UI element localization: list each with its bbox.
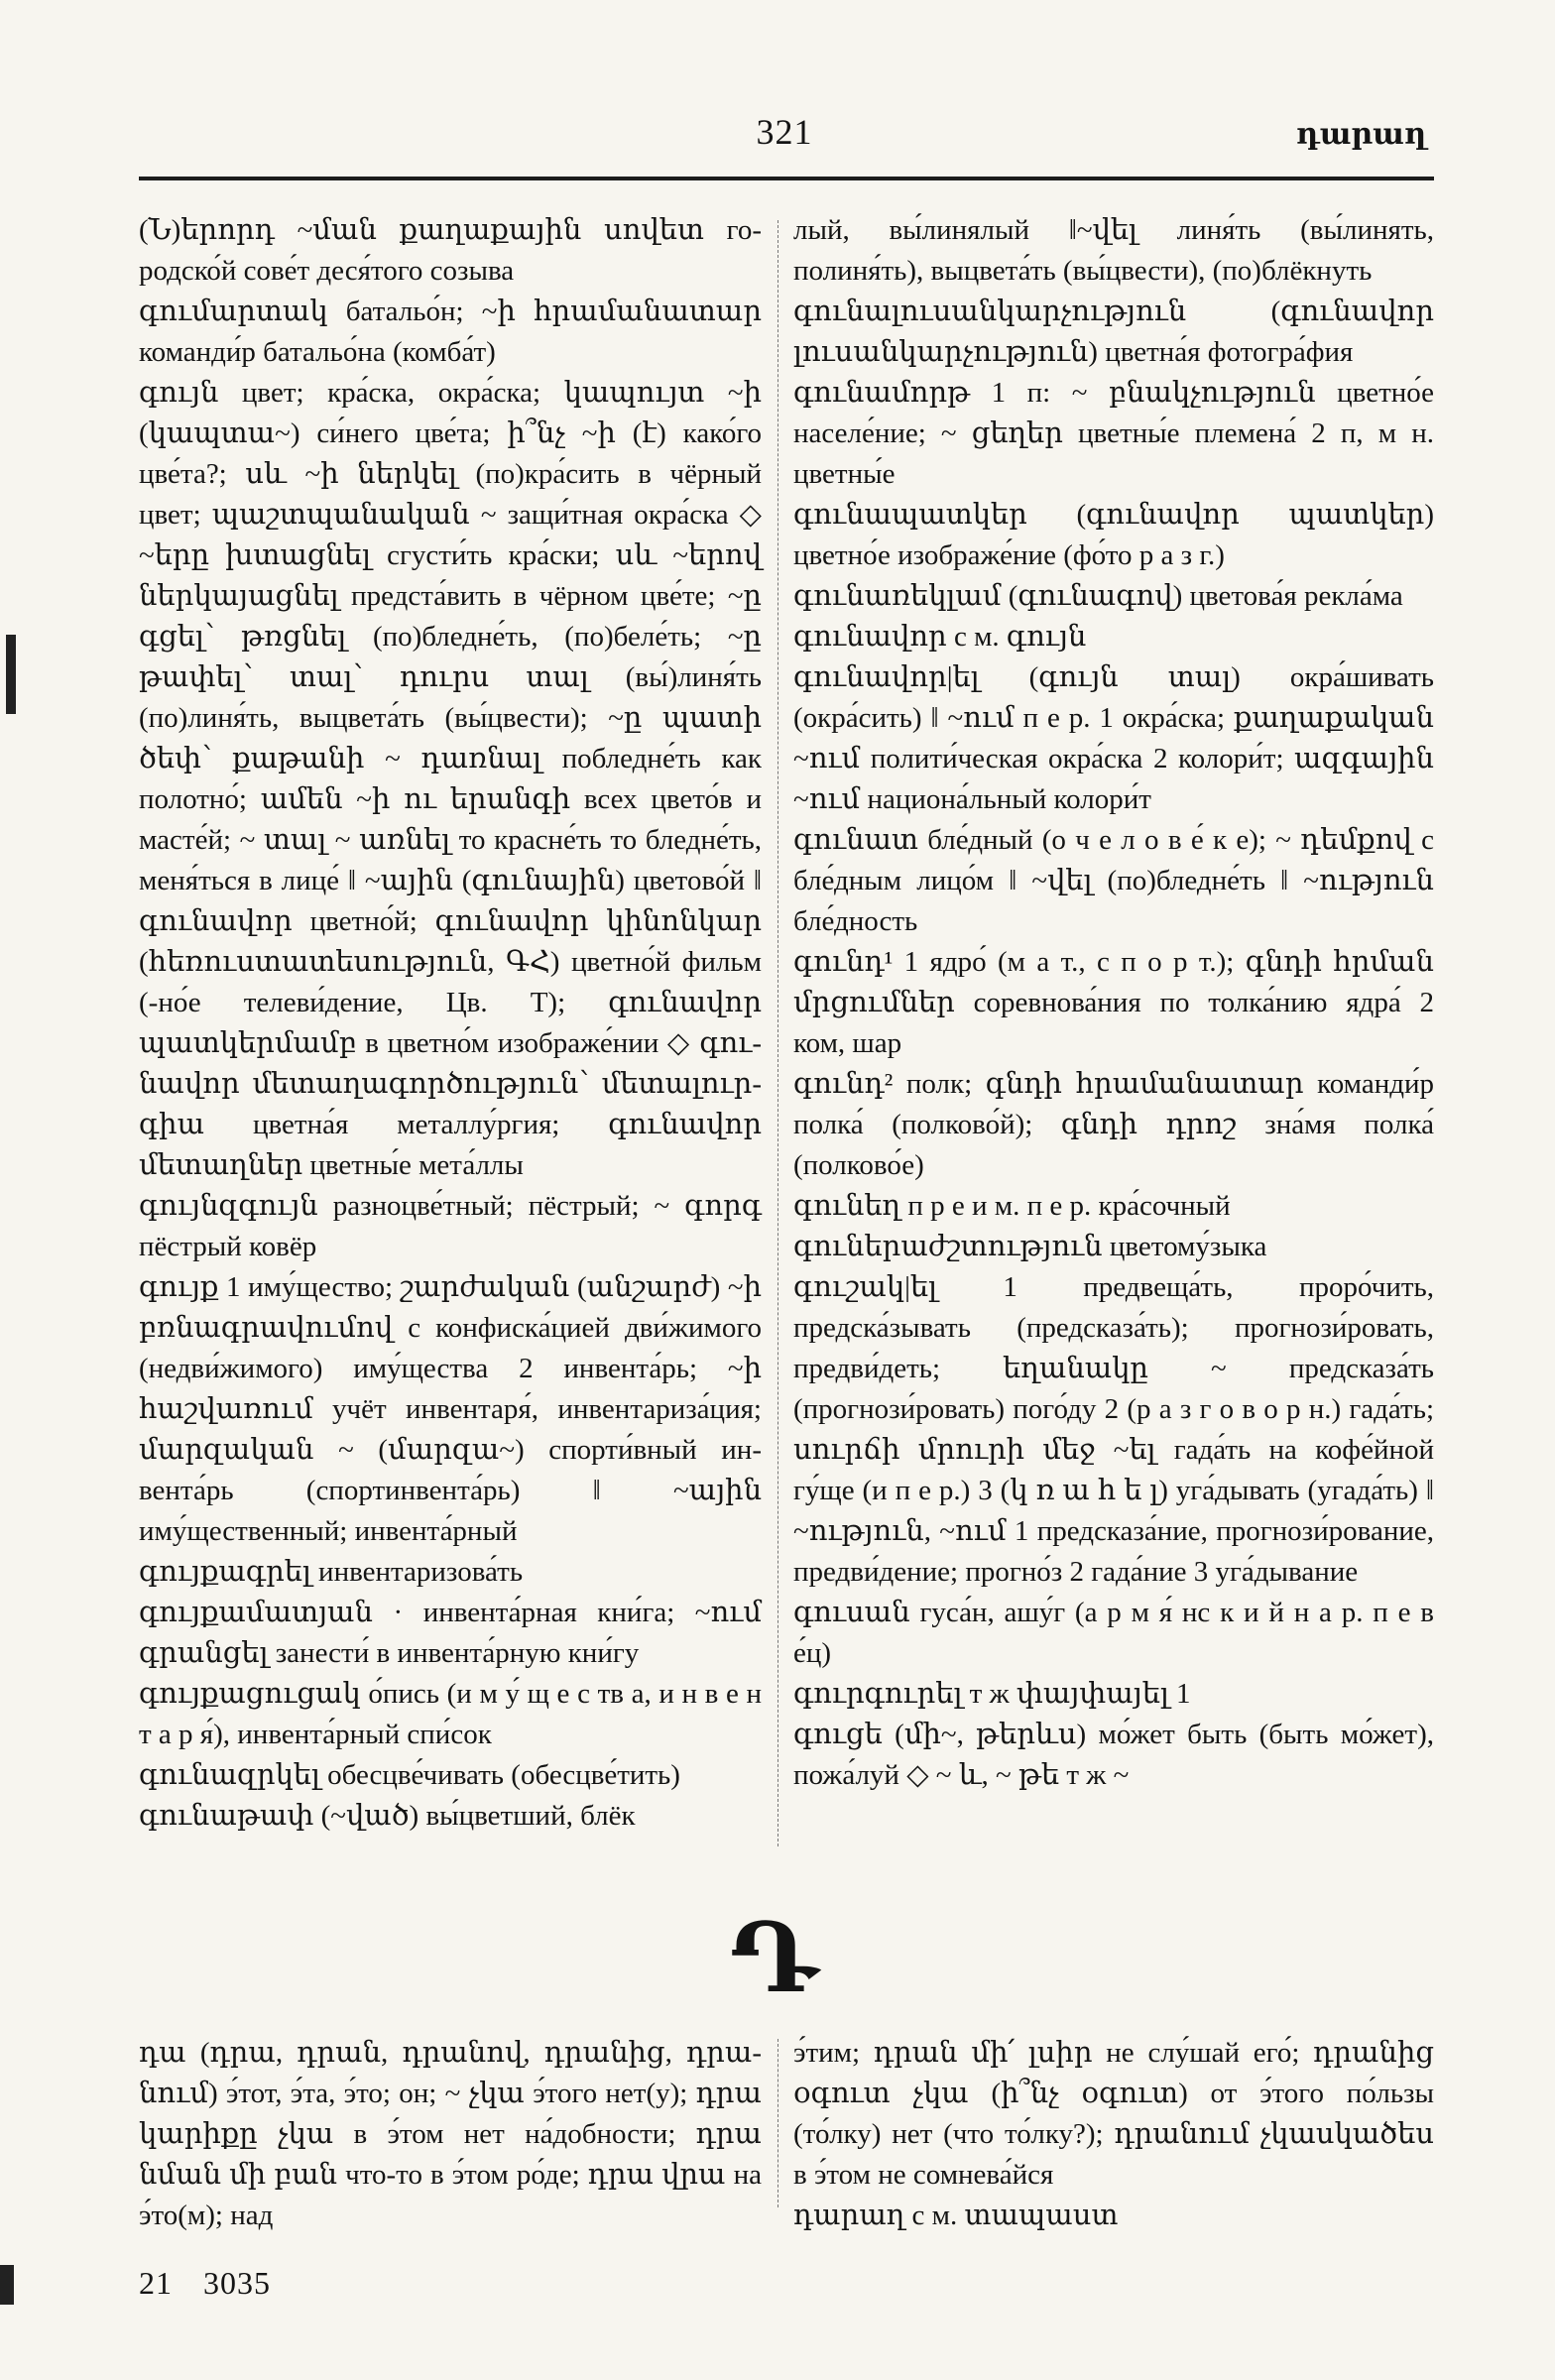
dictionary-entry: գույքամատյան · инвента́рная кни́га; ~ում գրանցել занести́ в инвента́рную кни́гу	[139, 1597, 762, 1669]
dictionary-entry: գունավոր с м. գույն	[793, 621, 1087, 653]
dictionary-entry: գույքագրել инвентаризова́ть	[139, 1556, 524, 1588]
dictionary-entry: դարաղ с м. տապաստ	[793, 2200, 1119, 2231]
dictionary-entry: գույն цвет; кра́ска, окра́ска; կապույտ ~ի (կապտա~) си́него цве́та; ի՞նչ ~ի (է) како́го цве́та?; սև ~ի ներկել (по)кра́сить в чёрный цвет; պաշտպանական ~ защи́тная окра́ска ◇ ~երը խտացնել сгусти́ть кра́ски; սև ~երով ներկայացնել предста́вить в чёрном цве́те; ~ը գցել՝ թռցնել (по)бледне́ть, (по)беле́ть; ~ը թափել՝ տալ՝ դուրս տալ (вы́)линя́ть (по)линя́ть, выцвета́ть (вы́цвести); ~ը պատի ծեփ՝ քաթանի ~ դառնալ побледне́ть как полотно́; ամեն ~ի ու երանգի всех цвето́в и масте́й; ~ տալ ~ առնել то красне́ть то бледне́ть, меня́ться в лице́ ‖ ~ային (գունային) цветово́й ‖ գունավոր цветно́й; գունավոր կինոնկար (հեռուստատեսություն, ԳՀ) цветно́й фильм (-но́е телеви́дение, Цв. Т); գունավոր պատկերմամբ в цветно́м изображе́нии ◇ գունավոր մետաղագործություն՝ մետալուրգիա цветна́я металлу́ргия; գունավոր մետաղներ цветны́е мета́ллы	[139, 377, 762, 1181]
dictionary-entry: գունդ² полк; գնդի հրամանատար команди́р полка́ (полково́й); գնդի դրոշ зна́мя полка́ (полково́е)	[793, 1068, 1434, 1181]
scan-edge-mark	[6, 635, 16, 714]
scan-edge-mark	[0, 2265, 14, 2305]
page-number: 321	[756, 112, 813, 152]
section-letter: Դ	[730, 1906, 817, 2012]
printer-signature: 21	[139, 2265, 173, 2301]
page-footer	[139, 2265, 293, 2302]
dictionary-entry: գուսան гуса́н, ашу́г (а р м я́ нс к и й н а р. п е в е́ц)	[793, 1597, 1434, 1669]
dictionary-entry: գուրգուրել т ж փայփայել 1	[793, 1678, 1191, 1710]
dictionary-entry: գունառեկլամ (գունագով) цветова́я рекла́ма	[793, 580, 1403, 612]
dictionary-entry: գունաթափ (~ված) вы́цветший, блёк	[139, 1800, 636, 1832]
bottom-left-column	[139, 2033, 762, 2236]
dictionary-entry: (Ն)երորդ ~ման քաղաքային սովետ городско́й сове́т деся́того созыва	[139, 214, 762, 287]
dictionary-entry: գունազրկել обесцве́чивать (обесцве́тить)	[139, 1759, 680, 1791]
dictionary-entry: лый, вы́линялый ‖~վել линя́ть (вы́линять, полиня́ть), выцвета́ть (вы́цвести), (по)блёкнуть	[793, 214, 1434, 287]
header-rule	[139, 177, 1434, 180]
dictionary-entry: գույք 1 иму́щество; շարժական (անշարժ) ~ի բռնագրավումով с конфиска́цией дви́жимого (недви́жимого) иму́щества 2 инвента́рь; ~ի հաշվառում учёт инвентаря́, инвентариза́ция; մարզական ~ (մարզա~) спорти́вный инвента́рь (спортинвента́рь) ‖ ~ային иму́щественный; инвента́рный	[139, 1271, 762, 1547]
dictionary-entry: գունապատկեր (գունավոր պատկեր) цветно́е изображе́ние (фо́то р а з г.)	[793, 499, 1434, 571]
dictionary-entry: գունամորթ 1 п: ~ բնակչություն цветно́е населе́ние; ~ ցեղեր цветны́е племена́ 2 п, м н. цветны́е	[793, 377, 1434, 490]
left-column	[139, 210, 762, 1837]
right-column	[793, 210, 1434, 1796]
dictionary-entry: գույքացուցակ о́пись (и м у́ щ е с тв а, и н в е н т а р я́), инвента́рный спи́сок	[139, 1678, 762, 1750]
dictionary-entry: գունալուսանկարչություն (գունավոր լուսանկարչություն) цветна́я фотогра́фия	[793, 296, 1434, 368]
dictionary-entry: գուցե (մի~, թերևս) мо́жет быть (быть мо́жет), пожа́луй ◇ ~ և, ~ թե т ж ~	[793, 1719, 1434, 1791]
print-code: 3035	[203, 2265, 271, 2301]
guide-word: դարաղ	[1295, 118, 1426, 151]
dictionary-entry: դա (դրա, դրան, դրանով, դրանից, դրանում) э́тот, э́та, э́то; он; ~ չկա э́того нет(у); դրա կարիքը չկա в э́том нет на́добности; դրա նման մի բան что-то в э́том ро́де; դրա վրա на э́то(м); над	[139, 2037, 762, 2231]
dictionary-entry: գունեղ п р е и м. п е р. кра́сочный	[793, 1190, 1231, 1222]
dictionary-entry: э́тим; դրան մի՛ լսիր не слу́шай его́; դրանից օգուտ չկա (ի՞նչ օգուտ) от э́того по́льзы (то́лку) нет (что то́лку?); դրանում չկասկածես в э́том не сомнева́йся	[793, 2037, 1434, 2191]
dictionary-entry: գուներաժշտություն цветому́зыка	[793, 1231, 1267, 1262]
dictionary-entry: գույնզգույն разноцве́тный; пёстрый; ~ գորգ пёстрый ковёр	[139, 1190, 762, 1262]
dictionary-entry: գումարտակ батальо́н; ~ի հրամանատար команди́р батальо́на (комба́т)	[139, 296, 762, 368]
dictionary-entry: գուշակ|ել 1 предвеща́ть, проро́чить, предска́зывать (предсказа́ть); прогнози́ровать, предви́деть; եղանակը ~ предсказа́ть (прогнози́ровать) пого́ду 2 (р а з г о в о р н.) гада́ть; սուրճի մրուրի մեջ ~ել гада́ть на кофе́йной гу́ще (и п е р.) 3 (կ ռ ա հ ե լ) уга́дывать (угада́ть) ‖ ~ություն, ~ում 1 предсказа́ние, прогнози́рование, предви́дение; прогно́з 2 гада́ние 3 уга́дывание	[793, 1271, 1434, 1588]
dictionary-entry: գունատ бле́дный (о ч е л о в е́ к е); ~ դեմքով с бле́дным лицо́м ‖ ~վել (по)бледне́ть ‖ ~ություն бле́дность	[793, 824, 1434, 937]
bottom-right-column	[793, 2033, 1434, 2236]
dictionary-entry: գունդ¹ 1 ядро́ (м а т., с п о р т.); գնդի հրման մրցումներ соревнова́ния по толка́нию ядра́ 2 ком, шар	[793, 946, 1434, 1059]
dictionary-entry: գունավոր|ել (գույն տալ) окра́шивать (окра́сить) ‖ ~ում п е р. 1 окра́ска; քաղաքական ~ում полити́ческая окра́ска 2 колори́т; ազգային ~ում национа́льный колори́т	[793, 661, 1434, 815]
